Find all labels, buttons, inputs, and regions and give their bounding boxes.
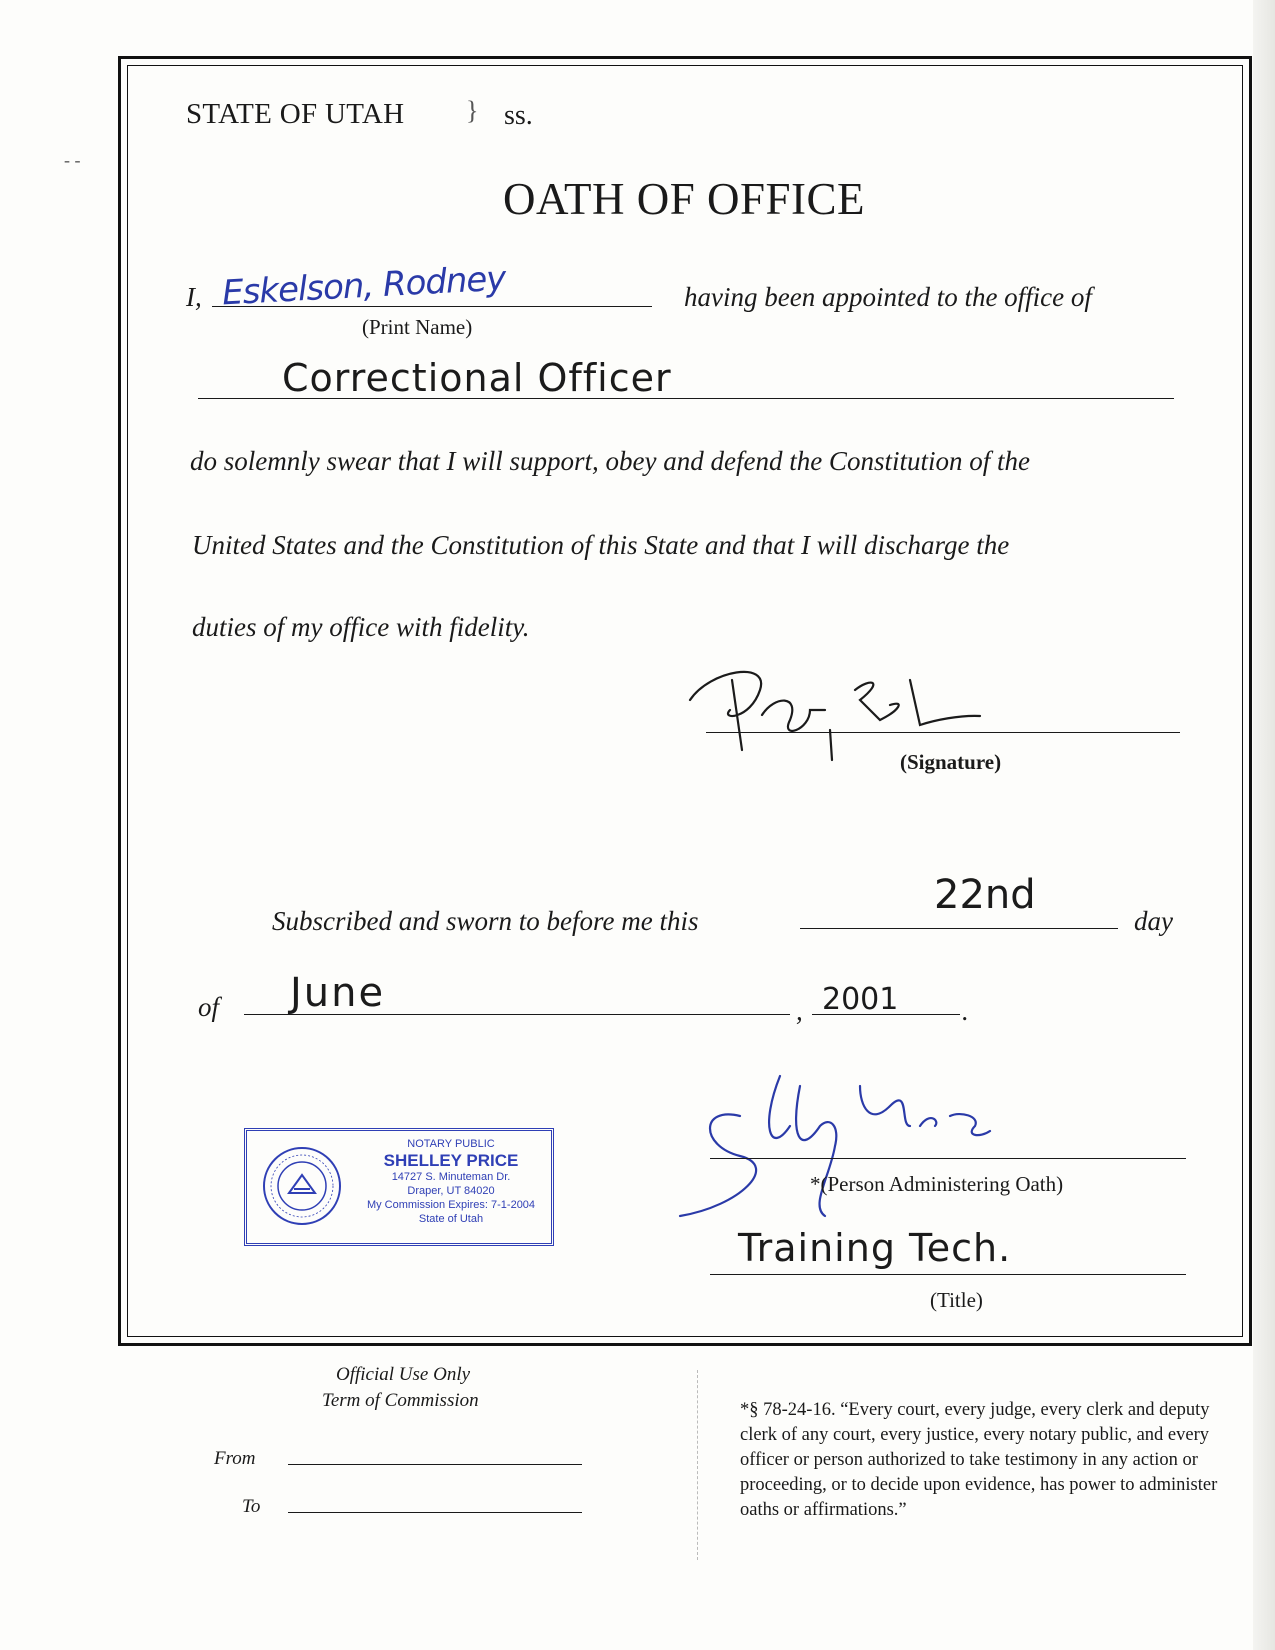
printed-name-value: Eskelson, Rodney [221,258,507,314]
oath-text-line-2: United States and the Constitution of this State and that I will discharge the [192,530,1010,560]
office-underline [198,398,1174,399]
seal-line-5: State of Utah [418,1213,484,1225]
signature-icon [680,650,1040,765]
day-word: day [1134,906,1173,936]
of-word: of [198,992,220,1022]
seal-line-3: Draper, UT 84020 [407,1185,495,1197]
administrator-underline [710,1158,1186,1159]
month-value: June [290,970,386,1016]
sworn-text: Subscribed and sworn to before me this [272,906,699,936]
appointed-text: having been appointed to the office of [684,282,1092,312]
name-underline [212,306,652,307]
year-value: 2001 [822,982,899,1017]
oath-text-line-3: duties of my office with fidelity. [192,612,530,642]
official-use-label: Official Use Only [336,1364,471,1385]
administrator-signature-icon [660,1066,1040,1236]
from-underline [288,1464,582,1465]
seal-line-4: My Commission Expires: 7-1-2004 [366,1199,536,1211]
oath-text-line-1: do solemnly swear that I will support, obey and defend the Constitution of the [190,446,1030,476]
oath-pronoun: I, [186,282,202,312]
state-line: STATE OF UTAH [186,98,405,130]
footer-divider [697,1370,698,1560]
year-underline [812,1014,960,1015]
month-comma: , [796,996,803,1026]
to-label: To [242,1496,261,1517]
statute-note: *§ 78-24-16. “Every court, every judge, every clerk and deputy clerk of any court, every justice, every notary public, and every officer or person authorized to take testimony in any action or proceeding, or to decide upon evidence, has power to administer oaths or affirmations.” [740,1400,1218,1520]
administrator-caption: *(Person Administering Oath) [810,1172,1064,1196]
venue-brace: } [466,96,479,125]
print-name-caption: (Print Name) [362,315,473,339]
seal-line-0: NOTARY PUBLIC [407,1138,495,1150]
day-underline [800,928,1118,929]
state-seal-icon [261,1145,343,1227]
document-title: OATH OF OFFICE [502,174,866,224]
title-caption: (Title) [930,1288,983,1312]
scan-mark: - - [64,150,81,170]
year-period: . [962,996,969,1026]
title-underline [710,1274,1186,1275]
notary-seal-stamp [244,1128,554,1246]
day-value: 22nd [934,872,1036,918]
title-value: Training Tech. [738,1226,1012,1270]
term-of-commission-label: Term of Commission [322,1390,479,1411]
seal-line-2: 14727 S. Minuteman Dr. [391,1171,511,1183]
page-edge-shadow [1253,0,1275,1650]
month-underline [244,1014,790,1015]
signature-underline [706,732,1180,733]
office-value: Correctional Officer [282,356,672,400]
venue-ss: ss. [504,100,533,131]
notary-seal-text [351,1137,551,1226]
signature-caption: (Signature) [900,750,1002,774]
seal-line-1: SHELLEY PRICE [383,1151,519,1170]
from-label: From [214,1448,256,1469]
to-underline [288,1512,582,1513]
